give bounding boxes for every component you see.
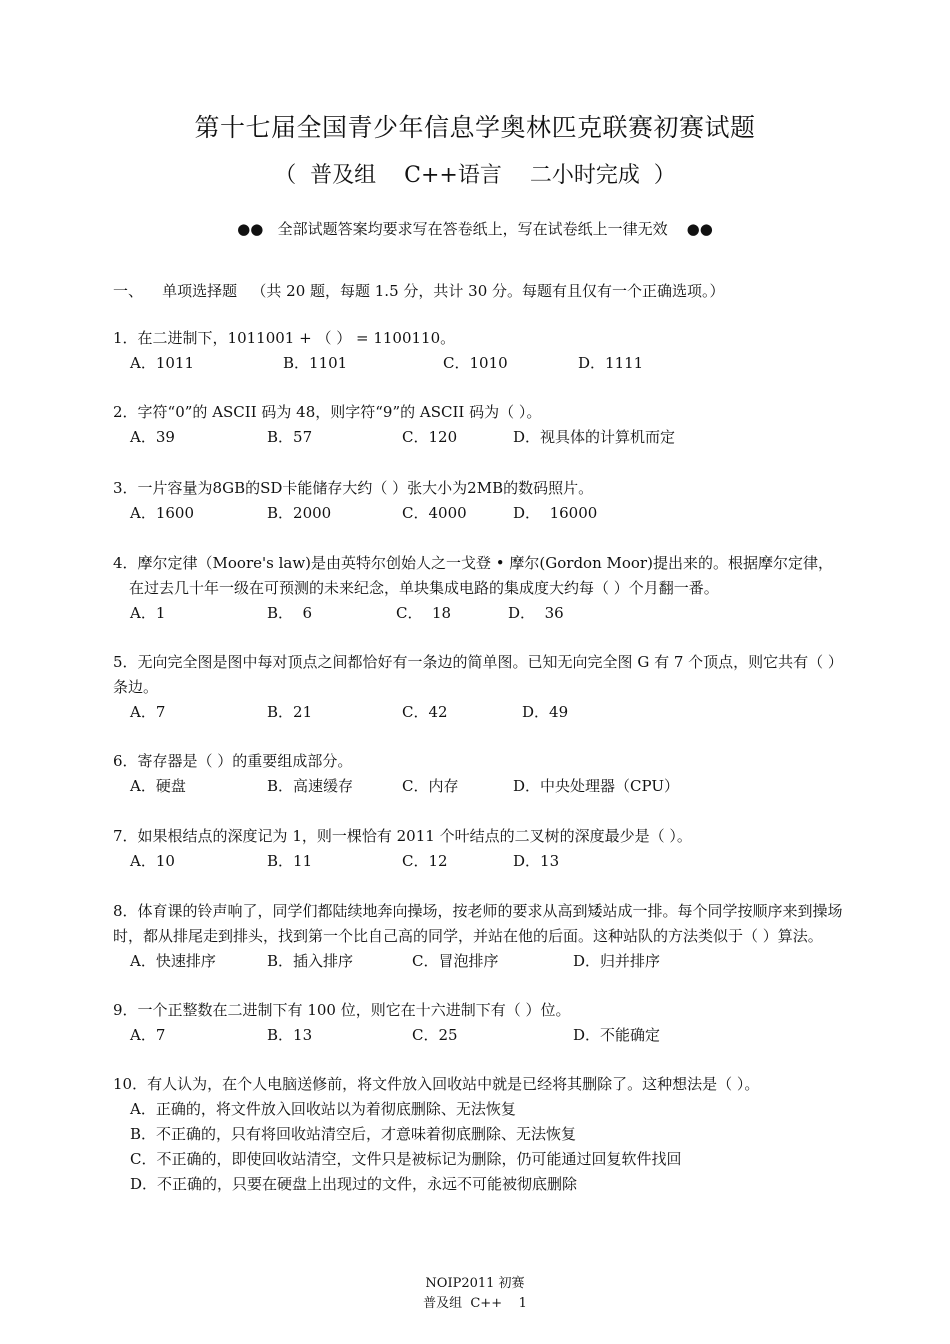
option-d: D． 36 bbox=[508, 604, 564, 622]
option-d: D．49 bbox=[522, 703, 569, 721]
option-row bbox=[113, 949, 843, 974]
option-a: A．正确的，将文件放入回收站以为着彻底删除、无法恢复 bbox=[130, 1100, 516, 1118]
option-row bbox=[113, 501, 843, 526]
option-c: C． 18 bbox=[396, 604, 452, 622]
question-stem: 7．如果根结点的深度记为 1，则一棵恰有 2011 个叶结点的二叉树的深度最少是（ ）。 bbox=[113, 827, 692, 845]
answer-notice: ●● 全部试题答案均要求写在答卷纸上，写在试卷纸上一律无效 ●● bbox=[237, 220, 713, 238]
option-a: A．1011 bbox=[130, 354, 195, 372]
option-a: A．10 bbox=[130, 852, 175, 870]
option-c: C．4000 bbox=[402, 504, 467, 522]
option-a: A．7 bbox=[130, 1026, 166, 1044]
option-c: C．25 bbox=[412, 1026, 458, 1044]
option-c: C．内存 bbox=[402, 777, 459, 795]
option-b: B．不正确的，只有将回收站清空后，才意味着彻底删除、无法恢复 bbox=[130, 1125, 577, 1143]
option-c: C．不正确的，即使回收站清空，文件只是被标记为删除，仍可能通过回复软件找回 bbox=[130, 1150, 682, 1168]
option-row bbox=[113, 351, 843, 376]
option-c: C．120 bbox=[402, 428, 458, 446]
option-c: C．42 bbox=[402, 703, 448, 721]
question-4 bbox=[113, 551, 843, 626]
question-8 bbox=[113, 899, 843, 974]
question-stem: 2．字符“0”的 ASCII 码为 48，则字符“9”的 ASCII 码为（ ）。 bbox=[113, 403, 542, 421]
option-c: C．12 bbox=[402, 852, 448, 870]
option-b: B．11 bbox=[267, 852, 313, 870]
option-a: A．1 bbox=[130, 604, 166, 622]
option-b: B．21 bbox=[267, 703, 313, 721]
option-d: D．1111 bbox=[578, 354, 644, 372]
option-b: B．高速缓存 bbox=[267, 777, 354, 795]
option-a: A．39 bbox=[130, 428, 175, 446]
option-d: D．中央处理器（CPU） bbox=[513, 777, 679, 795]
option-d: D．13 bbox=[513, 852, 560, 870]
section-heading: 一、 单项选择题 （共 20 题，每题 1.5 分，共计 30 分。每题有且仅有一个正确选项。） bbox=[113, 282, 725, 300]
option-b: B．13 bbox=[267, 1026, 313, 1044]
option-c: C．冒泡排序 bbox=[412, 952, 499, 970]
question-stem: 1．在二进制下，1011001 + （ ） = 1100110。 bbox=[113, 329, 456, 347]
option-a: A．1600 bbox=[130, 504, 195, 522]
option-b: B．1101 bbox=[283, 354, 348, 372]
question-3 bbox=[113, 476, 843, 526]
option-row bbox=[113, 601, 843, 626]
option-a: A．快速排序 bbox=[130, 952, 216, 970]
question-stem: 6．寄存器是（ ）的重要组成部分。 bbox=[113, 752, 353, 770]
question-stem: 9．一个正整数在二进制下有 100 位，则它在十六进制下有（ ）位。 bbox=[113, 1001, 571, 1019]
option-row bbox=[113, 774, 843, 799]
option-row bbox=[113, 425, 843, 450]
question-6 bbox=[113, 749, 843, 799]
question-2 bbox=[113, 400, 843, 450]
option-b: B．57 bbox=[267, 428, 313, 446]
page-subtitle: （ 普及组 C++语言 二小时完成 ） bbox=[274, 163, 676, 188]
option-d: D．不能确定 bbox=[573, 1026, 661, 1044]
question-10 bbox=[113, 1072, 843, 1197]
option-row bbox=[113, 700, 843, 725]
option-d: D．视具体的计算机而定 bbox=[513, 428, 676, 446]
question-stem: 5．无向完全图是图中每对顶点之间都恰好有一条边的简单图。已知无向完全图 G 有 7 个顶点，则它共有（ ）条边。 bbox=[113, 653, 843, 696]
question-9 bbox=[113, 998, 843, 1048]
footer-line-2: 普及组 C++ 1 bbox=[423, 1296, 527, 1311]
question-stem: 8．体育课的铃声响了，同学们都陆续地奔向操场，按老师的要求从高到矮站成一排。每个同学按顺序来到操场时，都从排尾走到排头，找到第一个比自己高的同学，并站在他的后面。这种站队的方法类似于（ ）算法。 bbox=[113, 902, 843, 945]
option-d: D．不正确的，只要在硬盘上出现过的文件，永远不可能被彻底删除 bbox=[130, 1175, 578, 1193]
option-b: B． 6 bbox=[267, 604, 313, 622]
question-7 bbox=[113, 824, 843, 874]
option-d: D．归并排序 bbox=[573, 952, 661, 970]
option-row bbox=[113, 849, 843, 874]
option-a: A．7 bbox=[130, 703, 166, 721]
option-a: A．硬盘 bbox=[130, 777, 186, 795]
page-title: 第十七届全国青少年信息学奥林匹克联赛初赛试题 bbox=[194, 113, 756, 142]
option-d: D． 16000 bbox=[513, 504, 598, 522]
question-stem: 4．摩尔定律（Moore's law)是由英特尔创始人之一戈登 • 摩尔(Gordon Moor)提出来的。根据摩尔定律，在过去几十年一级在可预测的未来纪念，单块集成电路的集成度大约每（ ）个月翻一番。 bbox=[113, 554, 833, 597]
question-stem: 3．一片容量为8GB的SD卡能储存大约（ ）张大小为2MB的数码照片。 bbox=[113, 479, 594, 497]
question-stem: 10．有人认为，在个人电脑送修前，将文件放入回收站中就是已经将其删除了。这种想法是（ ）。 bbox=[113, 1075, 760, 1093]
footer-line-1: NOIP2011 初赛 bbox=[425, 1276, 525, 1291]
question-5 bbox=[113, 650, 843, 725]
option-b: B．插入排序 bbox=[267, 952, 354, 970]
option-b: B．2000 bbox=[267, 504, 332, 522]
question-1 bbox=[113, 326, 843, 376]
option-c: C．1010 bbox=[443, 354, 508, 372]
option-row bbox=[113, 1023, 843, 1048]
